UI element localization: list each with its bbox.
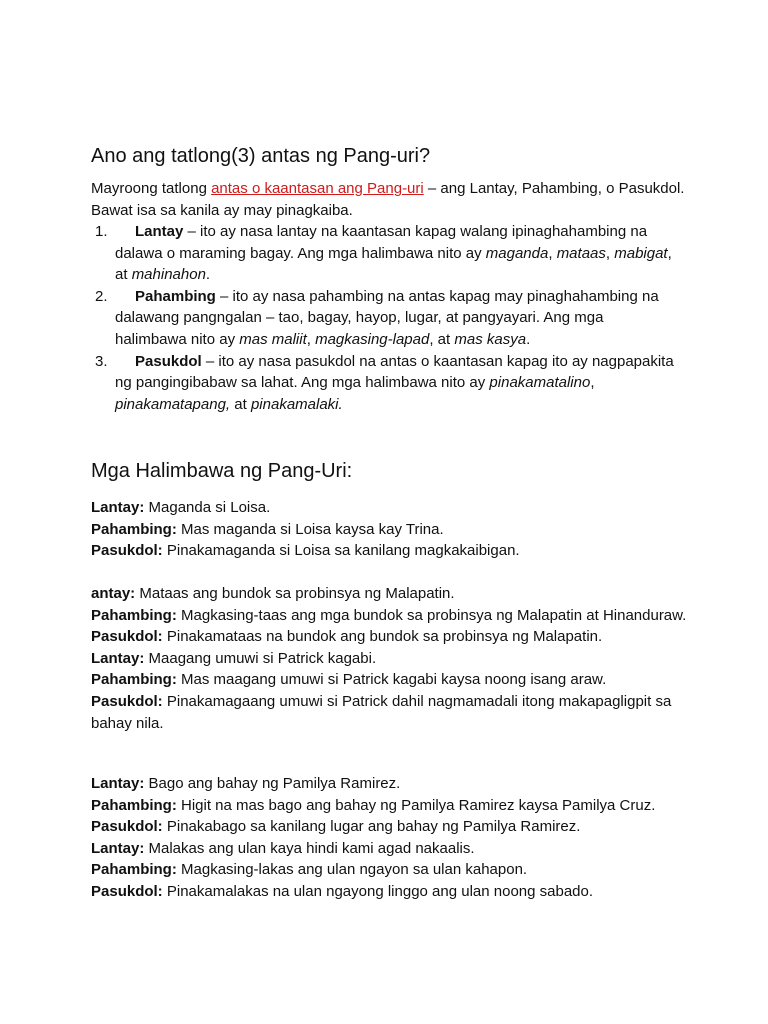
- list-number: 1.: [95, 223, 108, 240]
- example-word: mas maliit: [239, 330, 307, 348]
- intro-before: Mayroong tatlong: [91, 180, 212, 197]
- term-pahambing: Pahambing: [135, 287, 216, 305]
- example-sentence: Malakas ang ulan kaya hindi kami agad nakaalis.: [144, 839, 475, 857]
- example-line: [91, 519, 691, 541]
- example-label: antay:: [91, 585, 136, 602]
- example-label: Pahambing:: [91, 671, 177, 689]
- term-pasukdol: Pasukdol: [135, 352, 202, 370]
- example-label: Pasukdol:: [91, 818, 163, 836]
- example-sentence: Mataas ang bundok sa probinsya ng Malapatin.: [135, 585, 455, 602]
- example-sentence: Mas maagang umuwi si Patrick kagabi kaysa noong isang araw.: [176, 671, 607, 689]
- separator: ,: [605, 244, 615, 262]
- example-line: [91, 648, 691, 670]
- heading-halimbawa: Mga Halimbawa ng Pang-Uri:: [91, 460, 353, 482]
- example-line: [91, 497, 691, 519]
- example-word: pinakamatapang,: [115, 395, 231, 413]
- example-line: [91, 691, 691, 734]
- example-word: mataas: [556, 244, 606, 262]
- example-sentence: Bago ang bahay ng Pamilya Ramirez.: [144, 775, 401, 792]
- example-label: Pahambing:: [91, 861, 177, 879]
- example-sentence: Pinakamataas na bundok ang bundok sa probinsya ng Malapatin.: [162, 628, 603, 646]
- example-line: [91, 669, 691, 691]
- example-label: Lantay:: [91, 499, 145, 516]
- separator: ,: [590, 374, 595, 392]
- example-word: mahinahon: [131, 266, 206, 284]
- example-label: Pahambing:: [91, 796, 177, 814]
- example-label: Lantay:: [91, 649, 145, 667]
- example-label: Pahambing:: [91, 606, 177, 624]
- example-label: Pahambing:: [91, 520, 177, 538]
- example-group-1: [91, 497, 691, 562]
- example-line: [91, 773, 691, 795]
- intro-link[interactable]: antas o kaantasan ang Pang-uri: [211, 180, 424, 197]
- list-number: 3.: [95, 352, 108, 370]
- separator: , at: [429, 330, 455, 348]
- separator: .: [205, 266, 211, 284]
- example-sentence: Pinakabago sa kanilang lugar ang bahay ng Pamilya Ramirez.: [162, 818, 581, 836]
- heading-antas: Ano ang tatlong(3) antas ng Pang-uri?: [91, 145, 431, 167]
- example-sentence: Magkasing-taas ang mga bundok sa probinsya ng Malapatin at Hinanduraw.: [176, 606, 687, 624]
- example-word: maganda: [485, 244, 549, 262]
- example-line: [91, 881, 691, 903]
- definition-text: – ito ay nasa pahambing na antas kapag may pinaghahambing na dalawang pangngalan – tao, bagay, hayop, lugar, at pangyayari. Ang mga halimbawa nito ay: [115, 287, 659, 348]
- example-sentence: Maagang umuwi si Patrick kagabi.: [144, 649, 377, 667]
- example-label: Pasukdol:: [91, 628, 163, 646]
- example-line: [91, 838, 691, 860]
- example-label: Lantay:: [91, 839, 145, 857]
- example-label: Lantay:: [91, 775, 145, 792]
- separator: ,: [306, 330, 316, 348]
- example-group-3: [91, 773, 691, 903]
- example-line: [91, 540, 691, 562]
- example-word: pinakamalaki.: [250, 395, 343, 413]
- example-label: Pasukdol:: [91, 882, 163, 900]
- example-word: mas kasya: [454, 330, 527, 348]
- example-line: [91, 583, 691, 605]
- example-sentence: Pinakamaganda si Loisa sa kanilang magkakaibigan.: [162, 542, 520, 560]
- example-sentence: Pinakamalakas na ulan ngayong linggo ang ulan noong sabado.: [162, 882, 594, 900]
- definition-text: – ito ay nasa pasukdol na antas o kaantasan kapag ito ay nagpapakita ng pangingibabaw sa lahat. Ang mga halimbawa nito ay: [115, 352, 674, 392]
- separator: , at: [115, 244, 672, 284]
- example-sentence: Maganda si Loisa.: [144, 499, 271, 516]
- example-word: mabigat: [614, 244, 668, 262]
- example-word: magkasing-lapad: [315, 330, 430, 348]
- example-sentence: Mas maganda si Loisa kaysa kay Trina.: [176, 520, 444, 538]
- example-sentence: Pinakamagaang umuwi si Patrick dahil nagmamadali itong makapagligpit sa bahay nila.: [91, 692, 672, 732]
- list-number: 2.: [95, 287, 108, 305]
- example-line: [91, 605, 691, 627]
- example-label: Pasukdol:: [91, 542, 163, 560]
- antas-list: [0, 221, 768, 415]
- list-item-lantay: [0, 221, 675, 286]
- example-label: Pasukdol:: [91, 692, 163, 710]
- example-line: [91, 859, 691, 881]
- list-item-pasukdol: [0, 351, 675, 416]
- separator: .: [526, 330, 531, 348]
- definition-text: – ito ay nasa lantay na kaantasan kapag walang ipinaghahambing na dalawa o maraming bagay. Ang mga halimbawa nito ay: [115, 223, 648, 262]
- example-line: [91, 816, 691, 838]
- example-sentence: Higit na mas bago ang bahay ng Pamilya Ramirez kaysa Pamilya Cruz.: [176, 796, 656, 814]
- example-group-2: [91, 583, 691, 734]
- list-item-pahambing: [0, 286, 675, 351]
- example-word: pinakamatalino: [489, 374, 591, 392]
- example-line: [91, 626, 691, 648]
- term-lantay: Lantay: [135, 223, 184, 240]
- example-sentence: Magkasing-lakas ang ulan ngayon sa ulan kahapon.: [176, 861, 528, 879]
- intro-after: – ang Lantay, Pahambing, o Pasukdol. Bawat isa sa kanila ay may pinagkaiba.: [91, 180, 685, 219]
- separator: ,: [548, 244, 557, 262]
- intro-paragraph: [91, 178, 691, 221]
- example-line: [91, 795, 691, 817]
- separator: at: [230, 395, 251, 413]
